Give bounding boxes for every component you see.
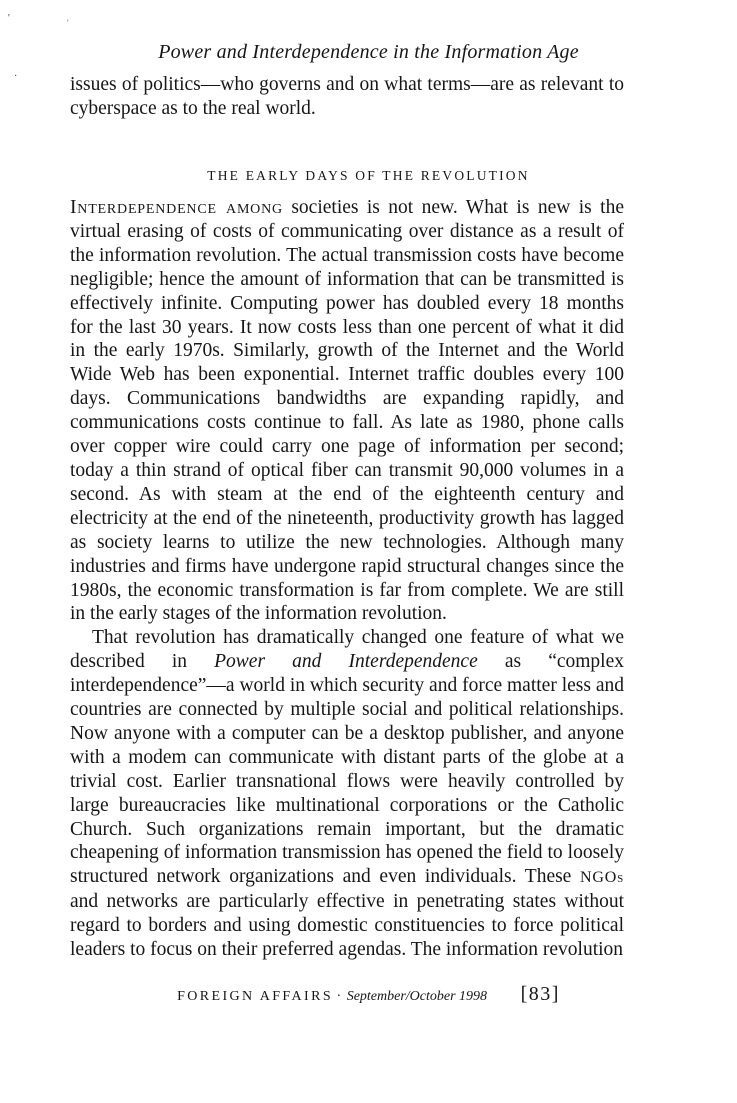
book-title: Power and Interdependence bbox=[214, 651, 478, 673]
section-heading: THE EARLY DAYS OF THE REVOLUTION bbox=[207, 168, 530, 183]
scan-mark: · bbox=[14, 71, 18, 82]
scan-mark: ' bbox=[8, 13, 10, 24]
lead-in: Interdependence among bbox=[70, 197, 283, 218]
issue-date: September/October 1998 bbox=[346, 989, 488, 1004]
page-footer bbox=[0, 982, 737, 1009]
journal-name: FOREIGN AFFAIRS bbox=[177, 989, 334, 1004]
page-number: [83] bbox=[520, 983, 560, 1005]
paragraph-2 bbox=[70, 626, 624, 962]
ngos-abbreviation: NGOs bbox=[580, 869, 624, 887]
paragraph-2-text-a: That revolution has dramatically changed one feature of what we described in bbox=[70, 627, 624, 673]
paragraph-1 bbox=[70, 196, 624, 626]
paragraph-2-text-b: as “complex interdependence”—a world in which security and force matter less and countries are connected by multiple social and political relationships. Now anyone with a computer can be a desktop publisher, and anyone with a modem can communicate with distant parts of the globe at a trivial cost. Earlier transnational flows were heavily controlled by large bureaucracies like multinational corporations or the Catholic Church. Such organizations remain important, but the dramatic cheapening of information transmission has opened the field to loosely structured network organizations and even individuals. These bbox=[70, 651, 625, 888]
scan-mark: ʾ bbox=[66, 19, 70, 30]
body-text bbox=[70, 196, 624, 962]
intro-paragraph bbox=[70, 73, 624, 121]
paragraph-1-text: societies is not new. What is new is the virtual erasing of costs of communicating over distance as a result of the information revolution. The actual transmission costs have become negligible; hence the amount of information that can be transmitted is effectively infinite. Computing power has doubled every 18 months for the last 30 years. It now costs less than one percent of what it did in the early 1970s. Similarly, growth of the Internet and the World Wide Web has been exponential. Internet traffic doubles every 100 days. Communications bandwidths are expanding rapidly, and communications costs continue to fall. As late as 1980, phone calls over copper wire could carry one page of information per second; today a thin strand of optical fiber can transmit 90,000 volumes in a second. As with steam at the end of the eighteenth century and electricity at the end of the nineteenth, productivity growth has lagged as society learns to utilize the new technologies. Although many industries and firms have undergone rapid structural changes since the 1980s, the economic transformation is far from complete. We are still in the early stages of the information revolution. bbox=[70, 197, 624, 625]
intro-text: issues of politics—who governs and on what terms—are as relevant to cyberspace as to the real world. bbox=[70, 74, 624, 119]
running-head: Power and Interdependence in the Information Age bbox=[158, 41, 579, 63]
paragraph-2-text-c: and networks are particularly effective in penetrating states without regard to borders and using domestic constituencies to force political leaders to focus on their preferred agendas. The information revolution bbox=[70, 891, 624, 961]
footer-separator: · bbox=[336, 989, 342, 1004]
